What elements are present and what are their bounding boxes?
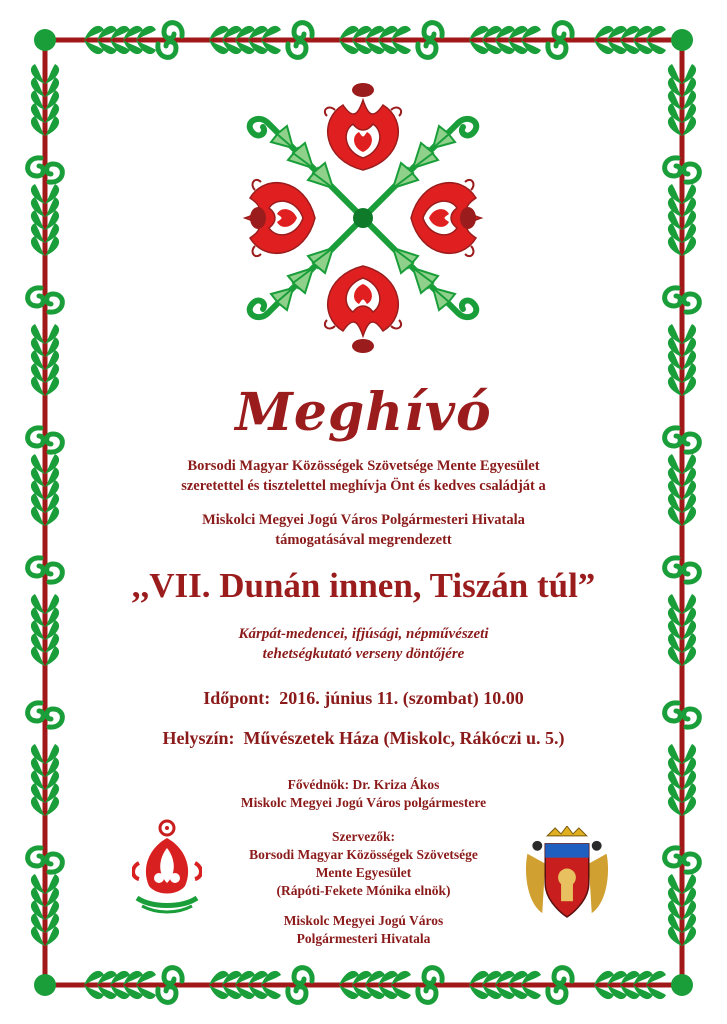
time-label: Időpont: <box>203 688 271 708</box>
organizers-heading: Szervezők: <box>332 829 395 844</box>
place-label: Helyszín: <box>162 728 235 748</box>
organizers-line-2: Mente Egyesület <box>315 865 412 880</box>
organizer-intro <box>90 456 637 496</box>
patron-line-1: Fővédnök: Dr. Kriza Ákos <box>287 777 440 792</box>
time-value: 2016. június 11. (szombat) 10.00 <box>279 688 524 708</box>
event-time <box>90 688 637 709</box>
event-name: ,,VII. Dunán innen, Tiszán túl” <box>131 566 596 605</box>
page-title: Meghívó <box>235 382 492 443</box>
organizers-line-3: (Rápóti-Fekete Mónika elnök) <box>276 883 451 898</box>
intro-line-2: szeretettel és tisztelettel meghívja Önt és kedves családját a <box>181 478 546 494</box>
support-line-1: Miskolci Megyei Jogú Város Polgármesteri Hivatala <box>202 512 525 528</box>
organizers-line-5: Polgármesteri Hivatala <box>296 931 431 946</box>
event-place <box>90 728 637 749</box>
event-description <box>90 624 637 664</box>
organizers-line-4: Miskolc Megyei Jogú Város <box>283 913 444 928</box>
miskolc-coat-of-arms-icon <box>522 826 612 921</box>
intro-line-1: Borsodi Magyar Közösségek Szövetsége Mente Egyesület <box>187 458 540 474</box>
folk-flower-logo <box>132 818 202 918</box>
patron-block <box>90 776 637 812</box>
place-value: Művészetek Háza (Miskolc, Rákóczi u. 5.) <box>243 728 565 748</box>
description-line-2: tehetségkutató verseny döntőjére <box>262 646 465 662</box>
support-line-2: támogatásával megrendezett <box>275 532 452 548</box>
organizers-line-1: Borsodi Magyar Közösségek Szövetsége <box>249 847 478 862</box>
central-flower-ornament <box>238 78 488 358</box>
support-text <box>90 510 637 550</box>
description-line-1: Kárpát-medencei, ifjúsági, népművészeti <box>238 626 489 642</box>
patron-line-2: Miskolc Megyei Jogú Város polgármestere <box>240 795 487 810</box>
